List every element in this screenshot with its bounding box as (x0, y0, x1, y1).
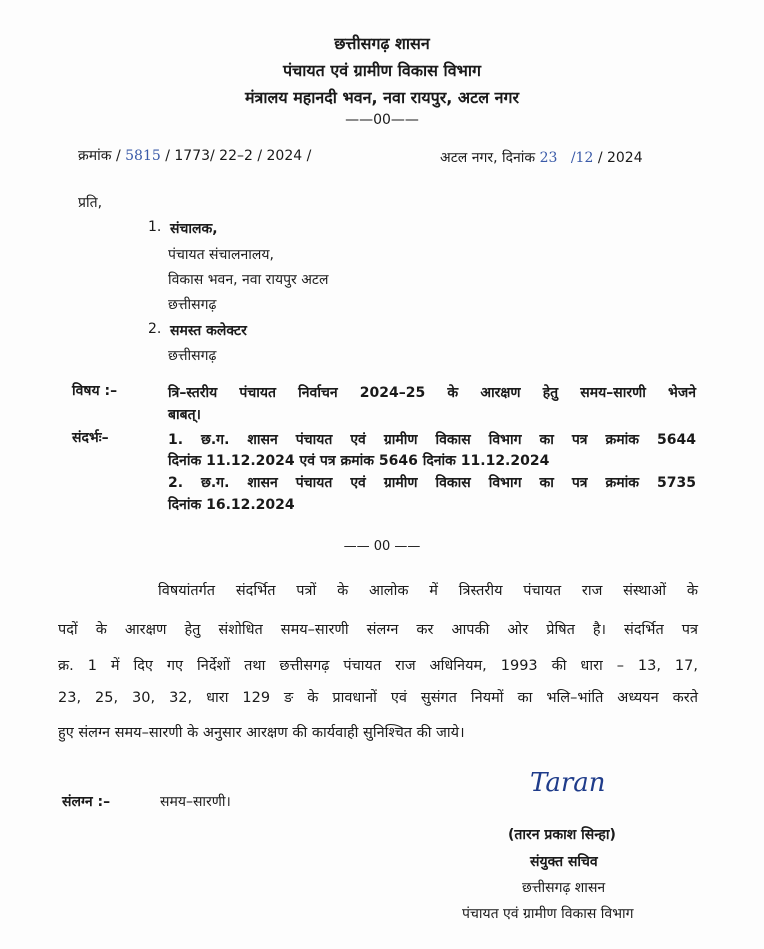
letter-number-handwritten: 5815 (125, 148, 161, 164)
letter-number-rest: / 1773/ 22–2 / 2024 / (165, 148, 312, 164)
recipient-1-line3: छत्तीसगढ़ (168, 297, 217, 313)
reference-2-line1: 2. छ.ग. शासन पंचायत एवं ग्रामीण विकास विभाग का पत्र क्रमांक 5735 (168, 475, 696, 491)
references-label: संदर्भः– (72, 430, 109, 446)
body-line-1: विषयांतर्गत संदर्भित पत्रों के आलोक में त्रिस्तरीय पंचायत राज संस्थाओं के (158, 583, 698, 599)
subject-label: विषय :– (72, 383, 118, 399)
handwritten-signature: Taran (530, 768, 606, 798)
signatory-name: (तारन प्रकाश सिन्हा) (508, 827, 616, 843)
subject-line1: त्रि–स्तरीय पंचायत निर्वाचन 2024–25 के आरक्षण हेतु समय–सारणी भेजने (168, 385, 696, 401)
enclosure-value: समय–सारणी। (160, 794, 231, 810)
letter-number (78, 146, 311, 165)
reference-1-line2: दिनांक 11.12.2024 एवं पत्र क्रमांक 5646 दिनांक 11.12.2024 (168, 453, 550, 469)
signatory-org-2: पंचायत एवं ग्रामीण विकास विभाग (462, 906, 634, 922)
signatory-org-1: छत्तीसगढ़ शासन (522, 880, 606, 896)
subject-line2: बाबत्। (168, 407, 201, 423)
header-government: छत्तीसगढ़ शासन (334, 34, 430, 53)
recipient-1-line1: पंचायत संचालनालय, (168, 247, 274, 263)
header-department: पंचायत एवं ग्रामीण विकास विभाग (283, 61, 481, 80)
recipient-1-line2: विकास भवन, नवा रायपुर अटल (168, 272, 329, 288)
recipient-1-title: संचालक, (170, 221, 218, 237)
body-line-4: 23, 25, 30, 32, धारा 129 ङ के प्रावधानों एवं सुसंगत नियमों का भलि–भांति अध्ययन करते (58, 690, 698, 706)
reference-1-line1: 1. छ.ग. शासन पंचायत एवं ग्रामीण विकास विभाग का पत्र क्रमांक 5644 (168, 432, 696, 448)
signatory-designation: संयुक्त सचिव (530, 854, 598, 870)
letter-date-day: 23 (539, 150, 558, 166)
header-address: मंत्रालय महानदी भवन, नवा रायपुर, अटल नगर (244, 88, 520, 107)
enclosure-label: संलग्न :– (62, 794, 111, 810)
letter-number-prefix: क्रमांक / (78, 148, 121, 164)
to-label: प्रति, (78, 195, 103, 211)
header-separator: ——00—— (345, 112, 419, 128)
recipient-2-line1: छत्तीसगढ़ (168, 348, 217, 364)
body-separator: —— 00 —— (343, 539, 421, 554)
recipient-1-number: 1. (148, 219, 162, 235)
body-line-5: हुए संलग्न समय–सारणी के अनुसार आरक्षण की कार्यवाही सुनिश्चित की जाये। (58, 725, 465, 741)
body-line-3: क्र. 1 में दिए गए निर्देशों तथा छत्तीसगढ़ पंचायत राज अधिनियम, 1993 की धारा – 13, 17, (58, 658, 698, 674)
recipient-2-number: 2. (148, 321, 162, 337)
letter-date-prefix: अटल नगर, दिनांक (440, 150, 536, 166)
letter-date-year: / 2024 (597, 150, 643, 166)
reference-2-line2: दिनांक 16.12.2024 (168, 497, 295, 513)
recipient-2-title: समस्त कलेक्टर (170, 323, 247, 339)
letter-date (440, 148, 643, 167)
body-line-2: पदों के आरक्षण हेतु संशोधित समय–सारणी संलग्न कर आपकी ओर प्रेषित है। संदर्भित पत्र (58, 622, 698, 638)
letter-date-month: /12 (570, 150, 594, 166)
